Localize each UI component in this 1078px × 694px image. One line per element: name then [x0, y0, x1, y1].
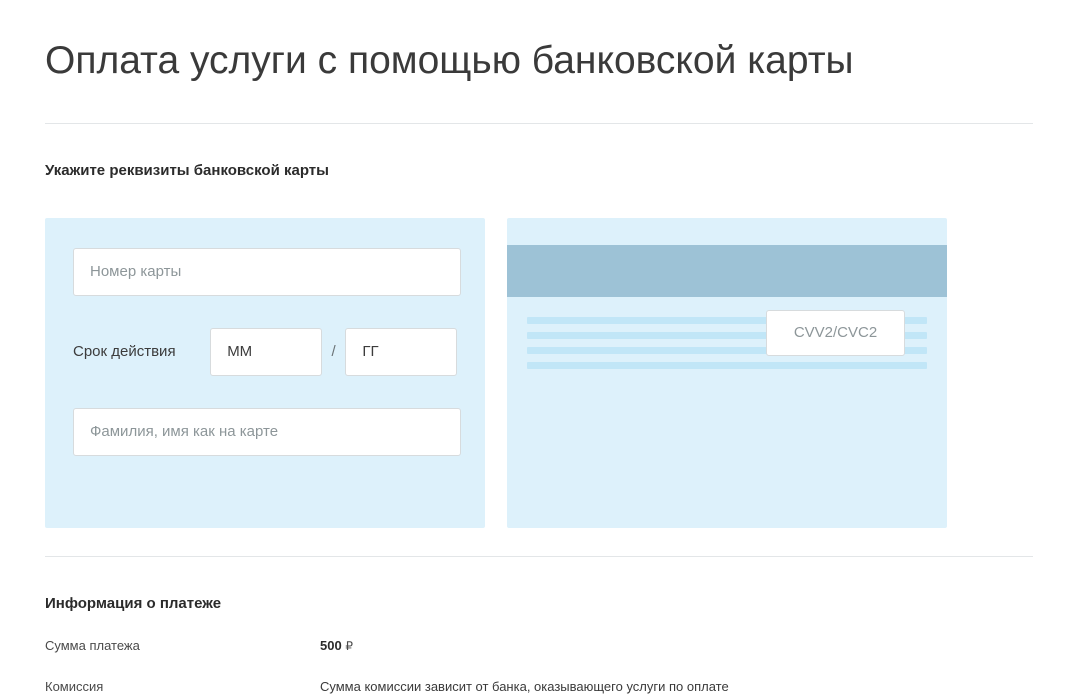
- expiry-separator: /: [331, 343, 336, 361]
- expiry-row: [73, 328, 457, 376]
- card-entry-area: [0, 192, 1078, 528]
- section-divider: [45, 556, 1033, 557]
- expiry-label: Срок действия: [73, 343, 176, 361]
- payment-amount-number: 500: [320, 638, 342, 654]
- commission-label: Комиссия: [45, 679, 104, 694]
- cardholder-name-input[interactable]: Фамилия, имя как на карте: [73, 408, 461, 456]
- expiry-year-input[interactable]: ГГ: [345, 328, 457, 376]
- payment-page: [0, 26, 1078, 694]
- cvv-input[interactable]: CVV2/CVC2: [766, 310, 905, 356]
- card-back-illustration: [507, 218, 947, 528]
- payment-amount-value: [320, 638, 353, 653]
- card-number-input[interactable]: Номер карты: [73, 248, 461, 296]
- signature-line: [527, 362, 927, 369]
- commission-row: [0, 679, 1078, 694]
- payment-amount-label: Сумма платежа: [45, 638, 140, 654]
- card-form-heading: Укажите реквизиты банковской карты: [45, 162, 329, 180]
- commission-value: Сумма комиссии зависит от банка, оказывающего услуги по оплате: [320, 679, 729, 694]
- card-form-panel: [45, 218, 485, 528]
- page-title: Оплата услуги с помощью банковской карты: [45, 39, 854, 83]
- payment-info-heading: Информация о платеже: [45, 595, 222, 613]
- magnetic-stripe: [507, 245, 947, 297]
- currency-symbol: ₽: [345, 639, 353, 654]
- header-divider: [45, 123, 1033, 124]
- expiry-month-input[interactable]: ММ: [210, 328, 322, 376]
- payment-amount-row: [0, 638, 1078, 653]
